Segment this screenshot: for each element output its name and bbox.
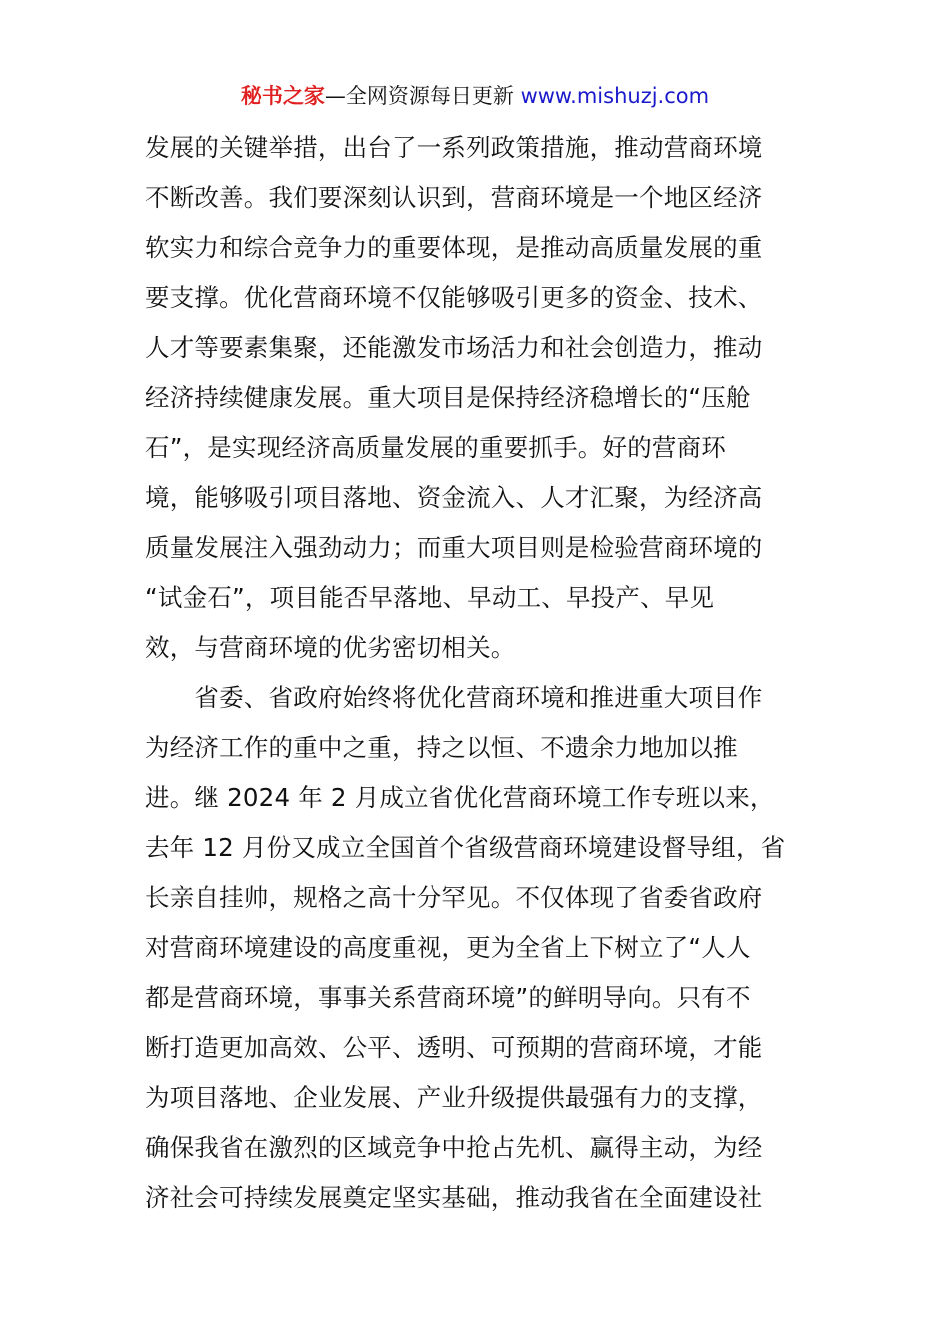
text-line: 人才等要素集聚，还能激发市场活力和社会创造力，推动 — [145, 333, 763, 362]
text-line: 进。继 2024 年 2 月成立省优化营商环境工作专班以来， — [145, 783, 775, 812]
text-line: 为经济工作的重中之重，持之以恒、不遗余力地加以推 — [145, 733, 738, 762]
text-line: 对营商环境建设的高度重视，更为全省上下树立了“人人 — [145, 933, 751, 962]
text-line: 去年 12 月份又成立全国首个省级营商环境建设督导组，省 — [145, 833, 786, 862]
text-line: 断打造更加高效、公平、透明、可预期的营商环境，才能 — [145, 1033, 763, 1062]
text-line: 确保我省在激烈的区域竞争中抢占先机、赢得主动，为经 — [145, 1133, 763, 1162]
text-line: 长亲自挂帅，规格之高十分罕见。不仅体现了省委省政府 — [145, 883, 763, 912]
text-line: 都是营商环境，事事关系营商环境”的鲜明导向。只有不 — [145, 983, 751, 1012]
site-header — [0, 80, 950, 112]
text-line: “试金石”，项目能否早落地、早动工、早投产、早见 — [145, 583, 715, 612]
text-line: 境，能够吸引项目落地、资金流入、人才汇聚，为经济高 — [145, 483, 763, 512]
brand-name: 秘书之家 — [240, 84, 325, 108]
text-line: 效，与营商环境的优劣密切相关。 — [145, 633, 516, 662]
text-line: 石”，是实现经济高质量发展的重要抓手。好的营商环 — [145, 433, 726, 462]
document-body — [145, 123, 825, 1223]
text-line: 质量发展注入强劲动力；而重大项目则是检验营商环境的 — [145, 533, 763, 562]
site-url-link[interactable]: www.mishuzj.com — [520, 84, 710, 108]
text-line: 发展的关键举措，出台了一系列政策措施，推动营商环境 — [145, 133, 763, 162]
paragraph-start-line: 省委、省政府始终将优化营商环境和推进重大项目作 — [145, 683, 763, 712]
text-line: 为项目落地、企业发展、产业升级提供最强有力的支撑， — [145, 1083, 763, 1112]
text-line: 济社会可持续发展奠定坚实基础，推动我省在全面建设社 — [145, 1183, 763, 1212]
text-line: 软实力和综合竞争力的重要体现，是推动高质量发展的重 — [145, 233, 763, 262]
text-line: 要支撑。优化营商环境不仅能够吸引更多的资金、技术、 — [145, 283, 763, 312]
text-line: 经济持续健康发展。重大项目是保持经济稳增长的“压舱 — [145, 383, 751, 412]
header-tagline: —全网资源每日更新 — [324, 84, 514, 108]
text-line: 不断改善。我们要深刻认识到，营商环境是一个地区经济 — [145, 183, 763, 212]
